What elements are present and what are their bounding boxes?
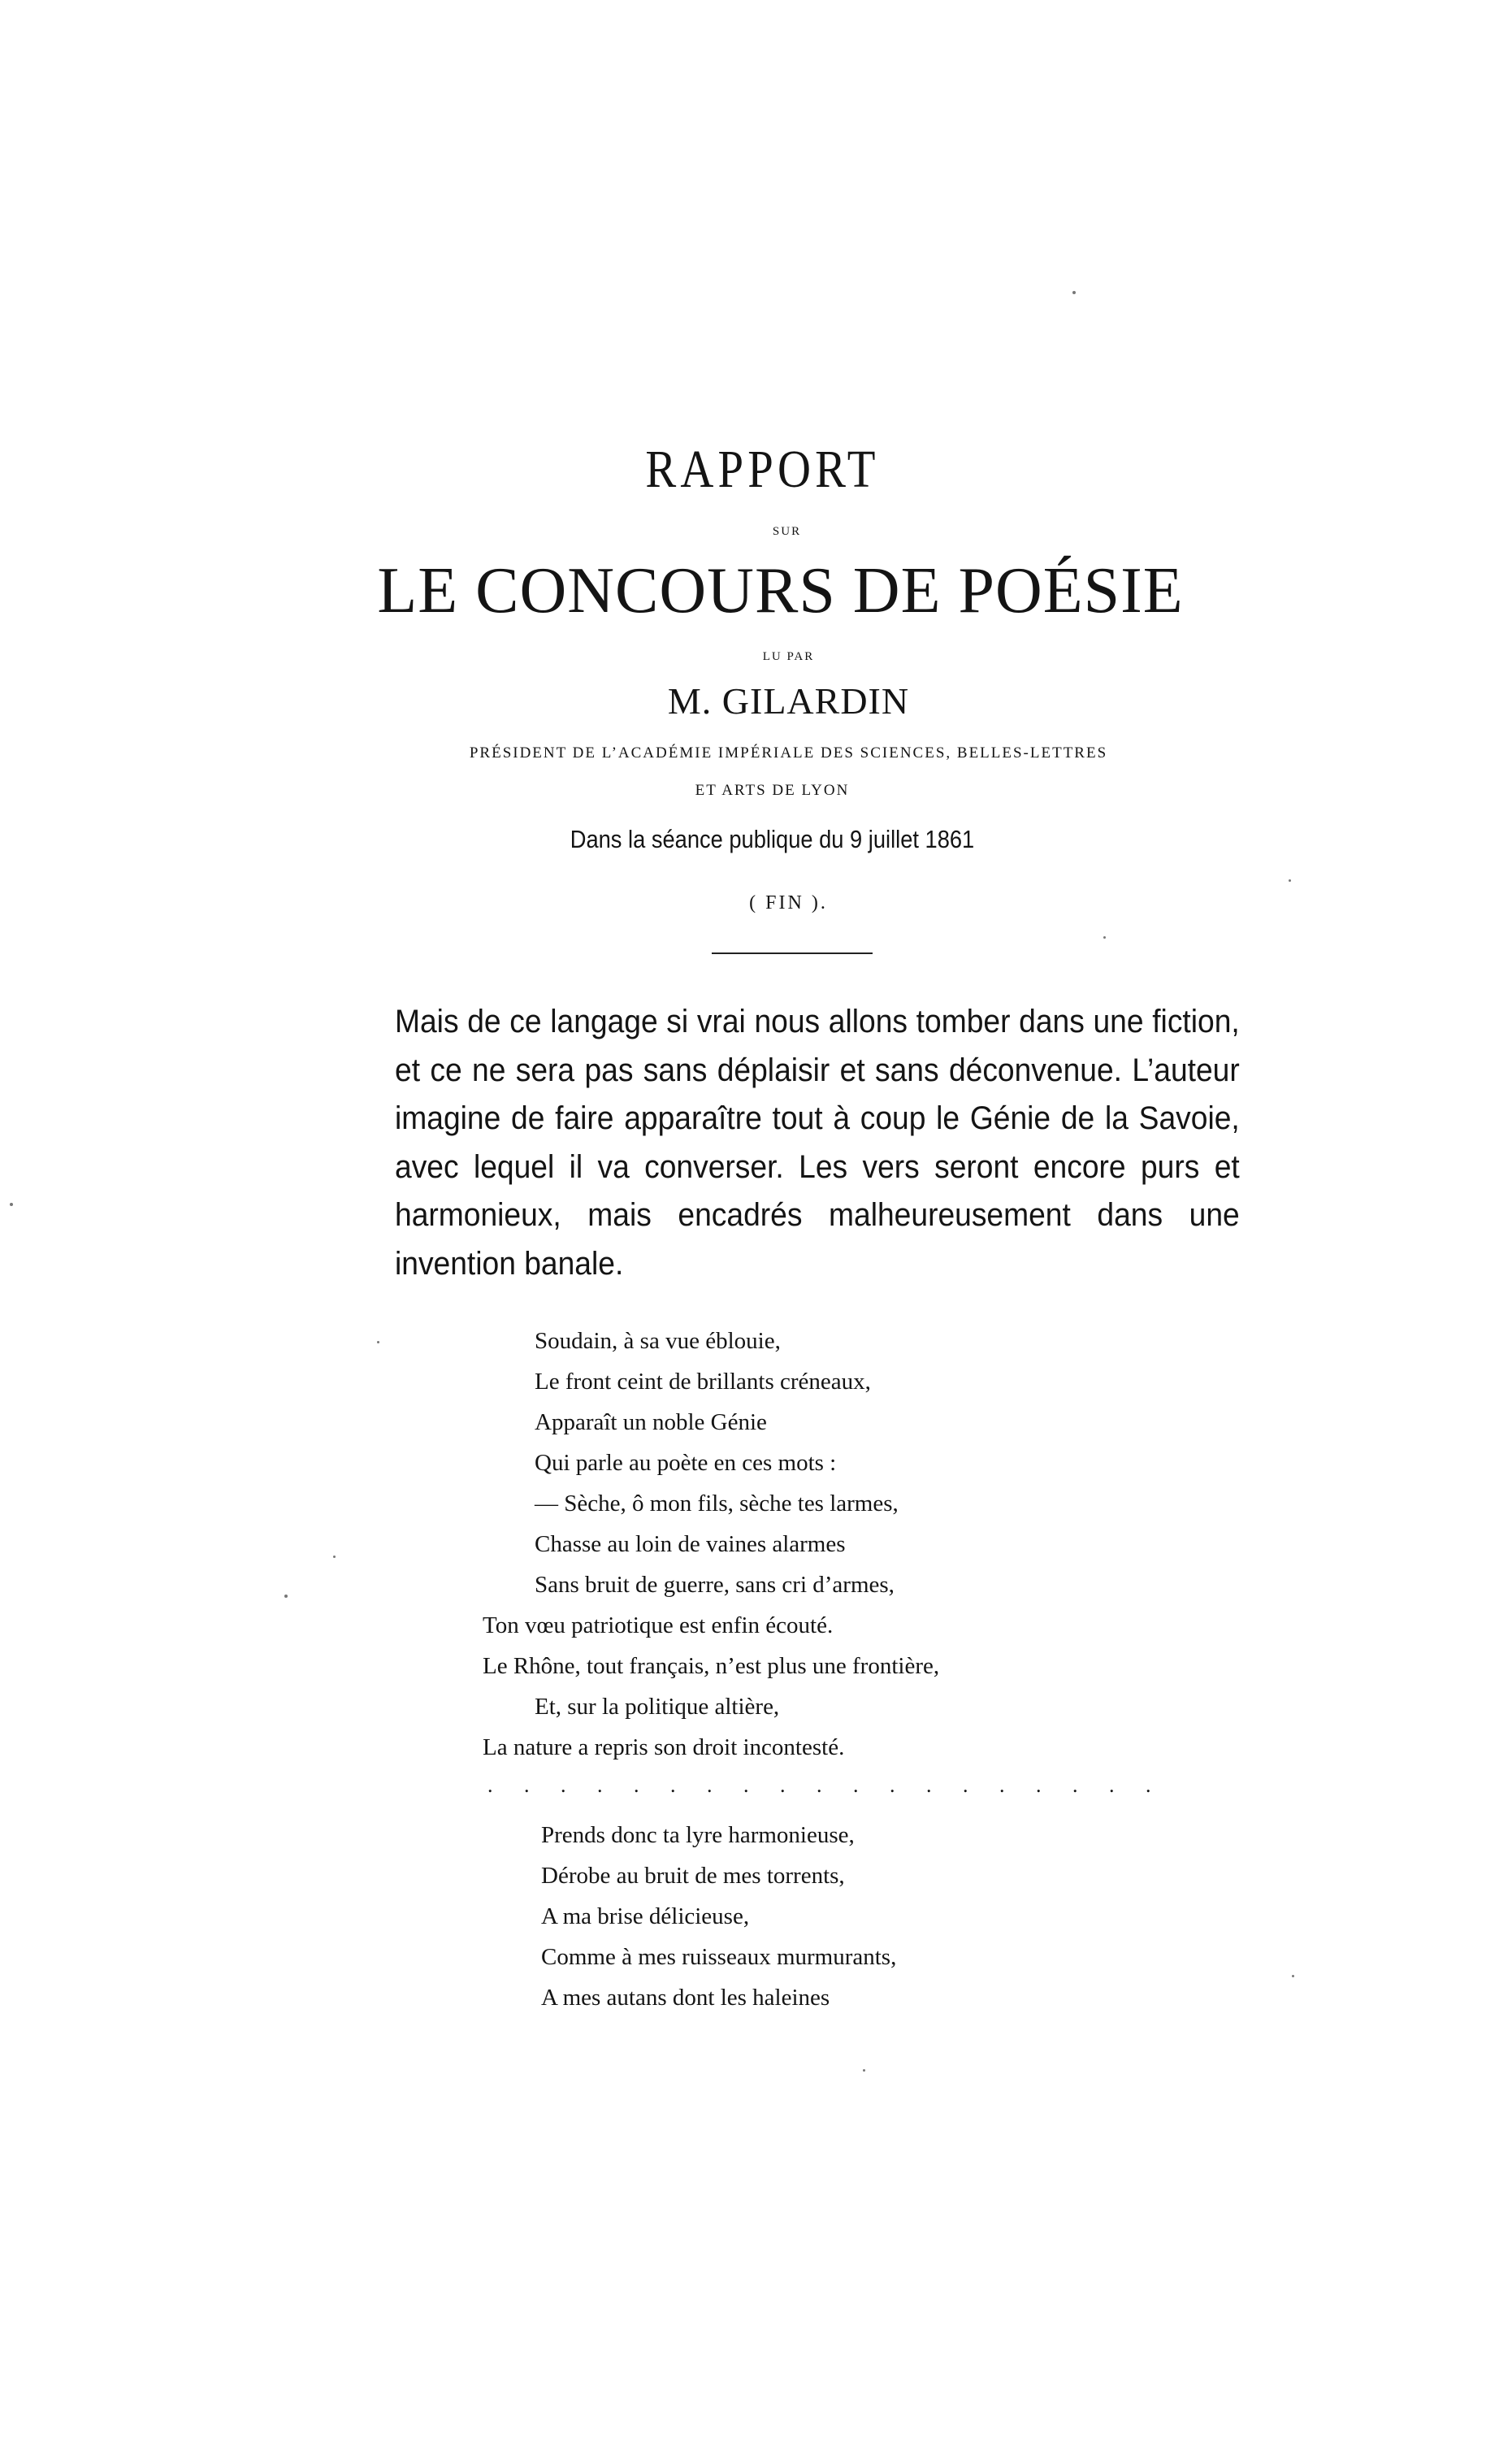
author-position-line-1: PRÉSIDENT DE L’ACADÉMIE IMPÉRIALE DES SCIENCES, BELLES-LETTRES xyxy=(469,744,1108,762)
poem-ellipsis: . . . . . . . . . . . . . . . . . . . xyxy=(487,1773,1164,1797)
report-subject: LE CONCOURS DE POÉSIE xyxy=(377,555,1184,627)
poem-line: Dérobe au bruit de mes torrents, xyxy=(541,1863,845,1889)
scan-speck xyxy=(10,1203,13,1206)
scan-speck xyxy=(284,1595,288,1598)
poem-line: Prends donc ta lyre harmonieuse, xyxy=(541,1822,855,1848)
fin-marker: ( FIN ). xyxy=(749,892,828,913)
poem-line: Le Rhône, tout français, n’est plus une frontière, xyxy=(483,1653,940,1679)
poem-line: Soudain, à sa vue éblouie, xyxy=(535,1328,781,1354)
author-name: M. GILARDIN xyxy=(667,680,910,722)
poem-line: A ma brise délicieuse, xyxy=(541,1903,750,1929)
scan-speck xyxy=(377,1341,379,1343)
poem-line: Le front ceint de brillants créneaux, xyxy=(535,1369,871,1395)
scan-speck xyxy=(863,2069,865,2072)
lu-par-label: LU PAR xyxy=(762,650,815,663)
scan-speck xyxy=(333,1556,336,1558)
poem-line: Comme à mes ruisseaux murmurants, xyxy=(541,1944,897,1970)
sur-label: SUR xyxy=(772,525,802,538)
poem-line: Qui parle au poète en ces mots : xyxy=(535,1450,837,1476)
poem-line: Et, sur la politique altière, xyxy=(535,1694,780,1720)
poem-line: La nature a repris son droit incontesté. xyxy=(483,1734,845,1760)
poem-line: Apparaît un noble Génie xyxy=(535,1409,767,1435)
poem-line: Chasse au loin de vaines alarmes xyxy=(535,1531,846,1557)
scan-speck xyxy=(1072,291,1076,294)
poem-line: A mes autans dont les haleines xyxy=(541,1985,830,2011)
scan-speck xyxy=(1292,1975,1294,1977)
author-position-line-2: ET ARTS DE LYON xyxy=(695,782,850,799)
scan-speck xyxy=(1103,936,1106,939)
body-paragraph: Mais de ce langage si vrai nous allons tomber dans une fiction, et ce ne sera pas sans déplaisir et sans déconvenue. L’auteur imagine de faire apparaître tout à coup le Génie de la Savoie, avec lequel il va converser. Les vers seront encore purs et harmonieux, mais encadrés malheureusement dans une invention banale. xyxy=(395,1004,1240,1282)
body-text xyxy=(395,998,1240,1288)
section-divider xyxy=(712,952,873,954)
scan-speck xyxy=(1289,879,1291,882)
poem-line: — Sèche, ô mon fils, sèche tes larmes, xyxy=(535,1491,899,1517)
report-title: RAPPORT xyxy=(645,440,880,499)
poem-line: Ton vœu patriotique est enfin écouté. xyxy=(483,1612,834,1638)
session-date: Dans la séance publique du 9 juillet 1861 xyxy=(570,825,975,853)
poem-line: Sans bruit de guerre, sans cri d’armes, xyxy=(535,1572,895,1598)
